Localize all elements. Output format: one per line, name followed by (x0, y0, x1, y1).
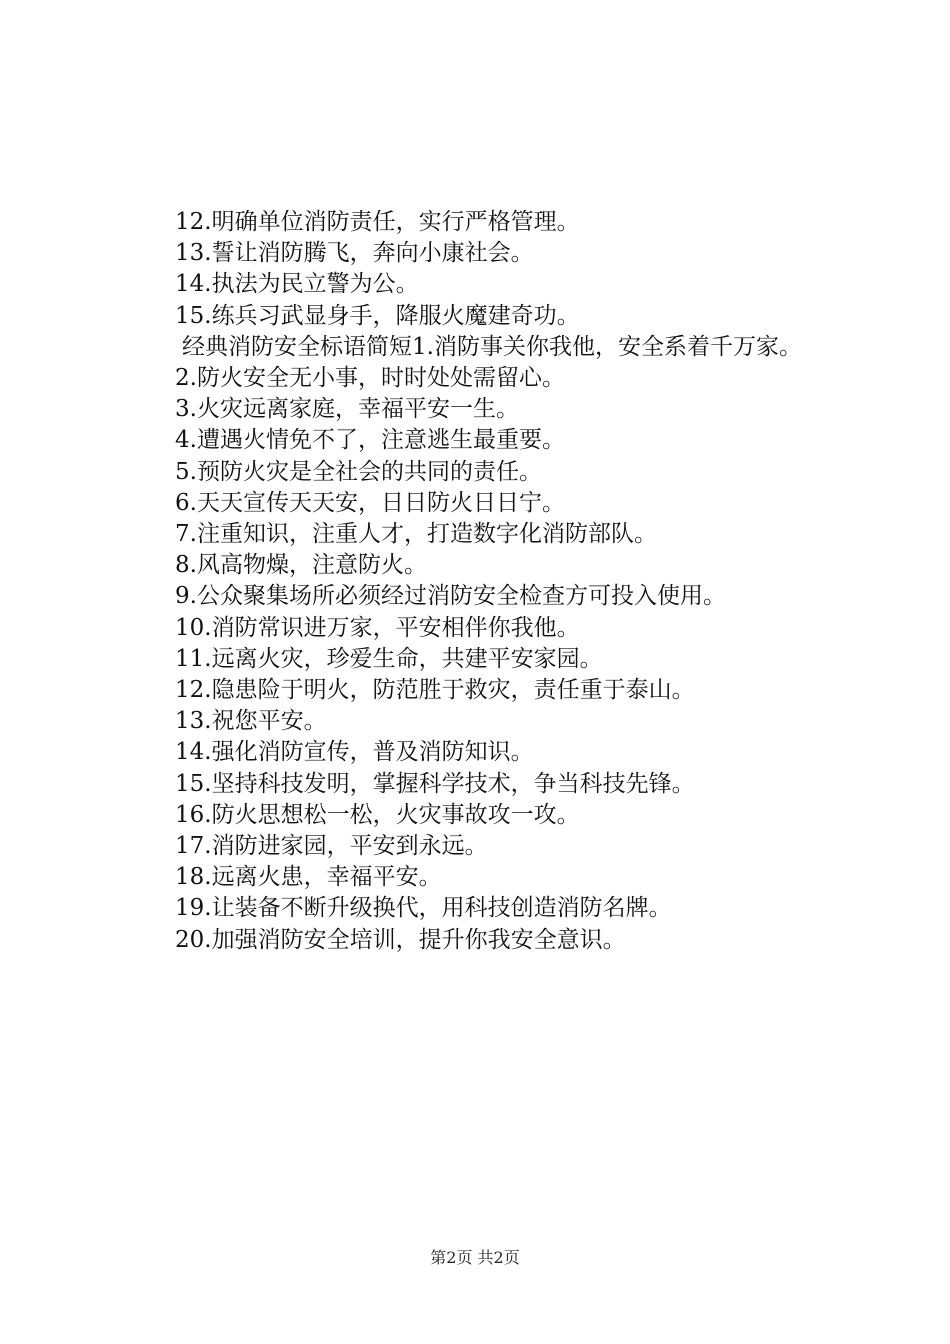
slogan-line: 14.强化消防宣传，普及消防知识。 (175, 739, 534, 766)
slogan-line: 12.明确单位消防责任，实行严格管理。 (175, 209, 580, 235)
slogan-line: 17.消防进家园，平安到永远。 (175, 833, 488, 860)
document-body (130, 207, 830, 956)
slogan-line: 18.远离火患，幸福平安。 (175, 864, 442, 891)
slogan-line: 9.公众聚集场所必须经过消防安全检查方可投入使用。 (175, 583, 726, 610)
page-number-footer: 第2页 共2页 (430, 1248, 520, 1267)
section-heading-paragraph: 经典消防安全标语简短1.消防事关你我他，安全系着千万家。 (182, 333, 802, 360)
slogan-line: 15.练兵习武显身手，降服火魔建奇功。 (175, 302, 580, 329)
slogan-line: 6.天天宣传天天安，日日防火日日宁。 (175, 489, 565, 516)
slogan-line: 16.防火思想松一松，火灾事故攻一攻。 (175, 801, 580, 828)
slogan-line: 10.消防常识进万家，平安相伴你我他。 (175, 614, 580, 641)
slogan-line: 7.注重知识，注重人才，打造数字化消防部队。 (175, 521, 657, 548)
slogan-line: 19.让装备不断升级换代，用科技创造消防名牌。 (175, 895, 672, 922)
slogan-line: 8.风高物燥，注意防火。 (175, 552, 427, 579)
slogan-line: 5.预防火灾是全社会的共同的责任。 (175, 458, 542, 485)
slogan-line: 14.执法为民立警为公。 (175, 271, 419, 298)
slogan-line: 2.防火安全无小事，时时处处需留心。 (175, 365, 565, 392)
slogan-line: 20.加强消防安全培训，提升你我安全意识。 (175, 926, 626, 953)
slogan-line: 15.坚持科技发明，掌握科学技术，争当科技先锋。 (175, 770, 695, 797)
slogan-line: 13.誓让消防腾飞，奔向小康社会。 (175, 240, 534, 267)
slogan-line: 4.遭遇火情免不了，注意逃生最重要。 (175, 427, 565, 454)
slogan-line: 12.隐患险于明火，防范胜于救灾，责任重于泰山。 (175, 677, 695, 704)
slogan-line: 13.祝您平安。 (175, 708, 327, 735)
slogan-line: 11.远离火灾，珍爱生命，共建平安家园。 (175, 645, 603, 672)
slogan-line: 3.火灾远离家庭，幸福平安一生。 (175, 396, 519, 423)
